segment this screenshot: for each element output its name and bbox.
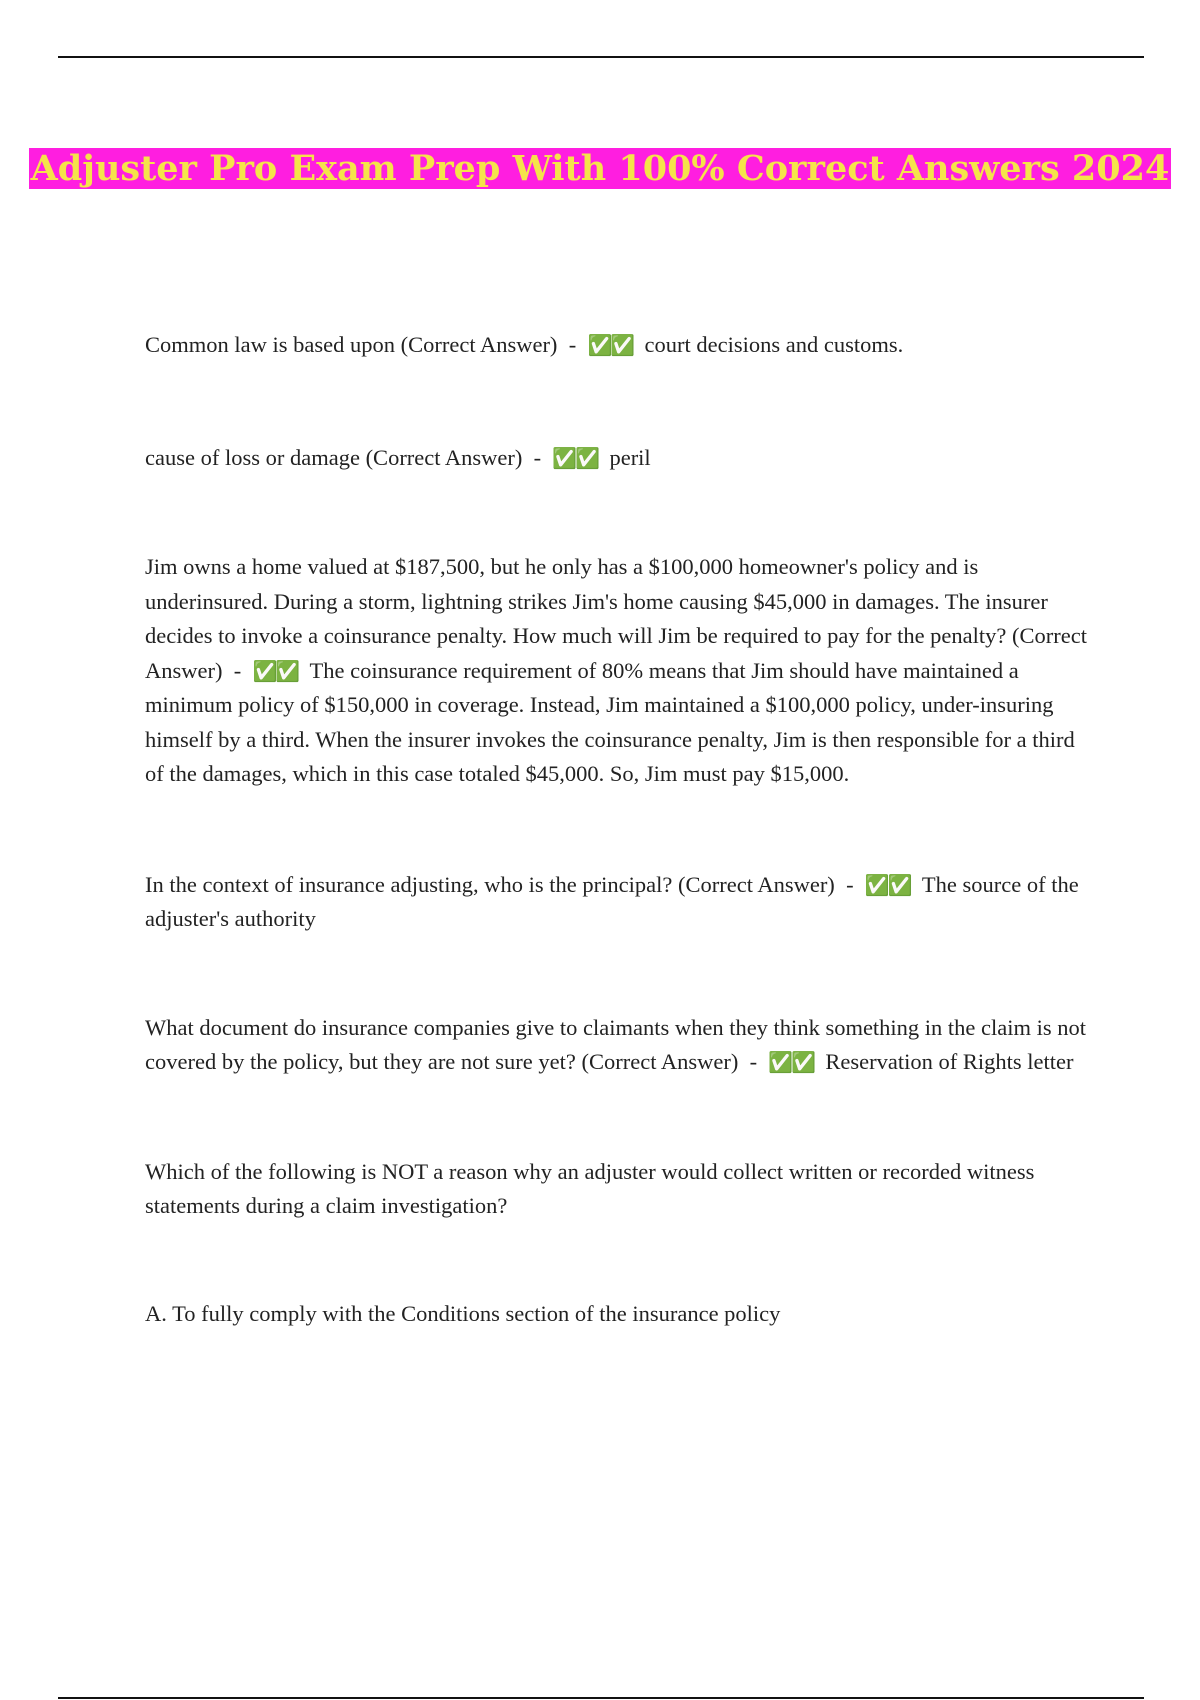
double-check-icon: ✅✅ [252, 658, 299, 683]
double-check-icon: ✅✅ [768, 1050, 815, 1074]
correct-label: (Correct Answer) [581, 1049, 739, 1074]
qa-item [145, 868, 1097, 937]
question-text: What document do insurance companies give to claimants when they think something in the claim is not covered by the policy, but they are not sure yet? [145, 1014, 1087, 1074]
question-text: Jim owns a home valued at $187,500, but he only has a $100,000 homeowner's policy and is underinsured. During a storm, lightning strikes Jim's home causing $45,000 in damages. The insurer decides to invoke a coinsurance penalty. How much will Jim be required to pay for the penalty? [145, 554, 1048, 648]
separator: - [533, 444, 542, 470]
answer-text: Reservation of Rights letter [825, 1049, 1074, 1074]
question-text: cause of loss or damage [145, 444, 360, 470]
answer-text: The coinsurance requirement of 80% means that Jim should have maintained a minimum policy of $150,000 in coverage. Instead, Jim maintained a $100,000 policy, under-insuring himself by a third. When the insurer invokes the coinsurance penalty, Jim is then responsible for a third of the damages, which in this case totaled $45,000. So, Jim must pay $15,000. [145, 657, 1075, 786]
double-check-icon: ✅✅ [587, 333, 634, 357]
separator: - [846, 871, 854, 897]
separator: - [568, 332, 577, 357]
top-rule [58, 56, 1144, 58]
qa-item [145, 1011, 1097, 1080]
double-check-icon: ✅✅ [552, 445, 599, 470]
title-highlight: Adjuster Pro Exam Prep With 100% Correct Answers 2024 [30, 148, 1170, 189]
double-check-icon: ✅✅ [864, 872, 911, 897]
answer-text: peril [609, 444, 651, 470]
document-body [145, 328, 1097, 1331]
answer-option-a: A. To fully comply with the Conditions section of the insurance policy [145, 1300, 781, 1326]
qa-item [145, 441, 1097, 476]
answer-text: court decisions and customs. [644, 332, 904, 357]
separator: - [233, 657, 242, 683]
question-text: Common law is based upon [145, 332, 395, 357]
question-text: In the context of insurance adjusting, who is the principal? [145, 871, 673, 897]
correct-label: (Correct Answer) [677, 871, 835, 897]
document-title [0, 140, 1200, 197]
correct-label: (Correct Answer) [365, 444, 523, 470]
correct-label: (Correct Answer) [400, 332, 558, 357]
qa-item [145, 328, 1097, 363]
qa-item [145, 550, 1097, 792]
open-question: Which of the following is NOT a reason why an adjuster would collect written or recorded witness statements during a claim investigation? [145, 1158, 1035, 1218]
bottom-rule [58, 1697, 1144, 1699]
separator: - [749, 1049, 758, 1074]
answer-text: The source of the adjuster's authority [145, 871, 1079, 931]
correct-label: (Correct Answer) [145, 623, 1087, 683]
